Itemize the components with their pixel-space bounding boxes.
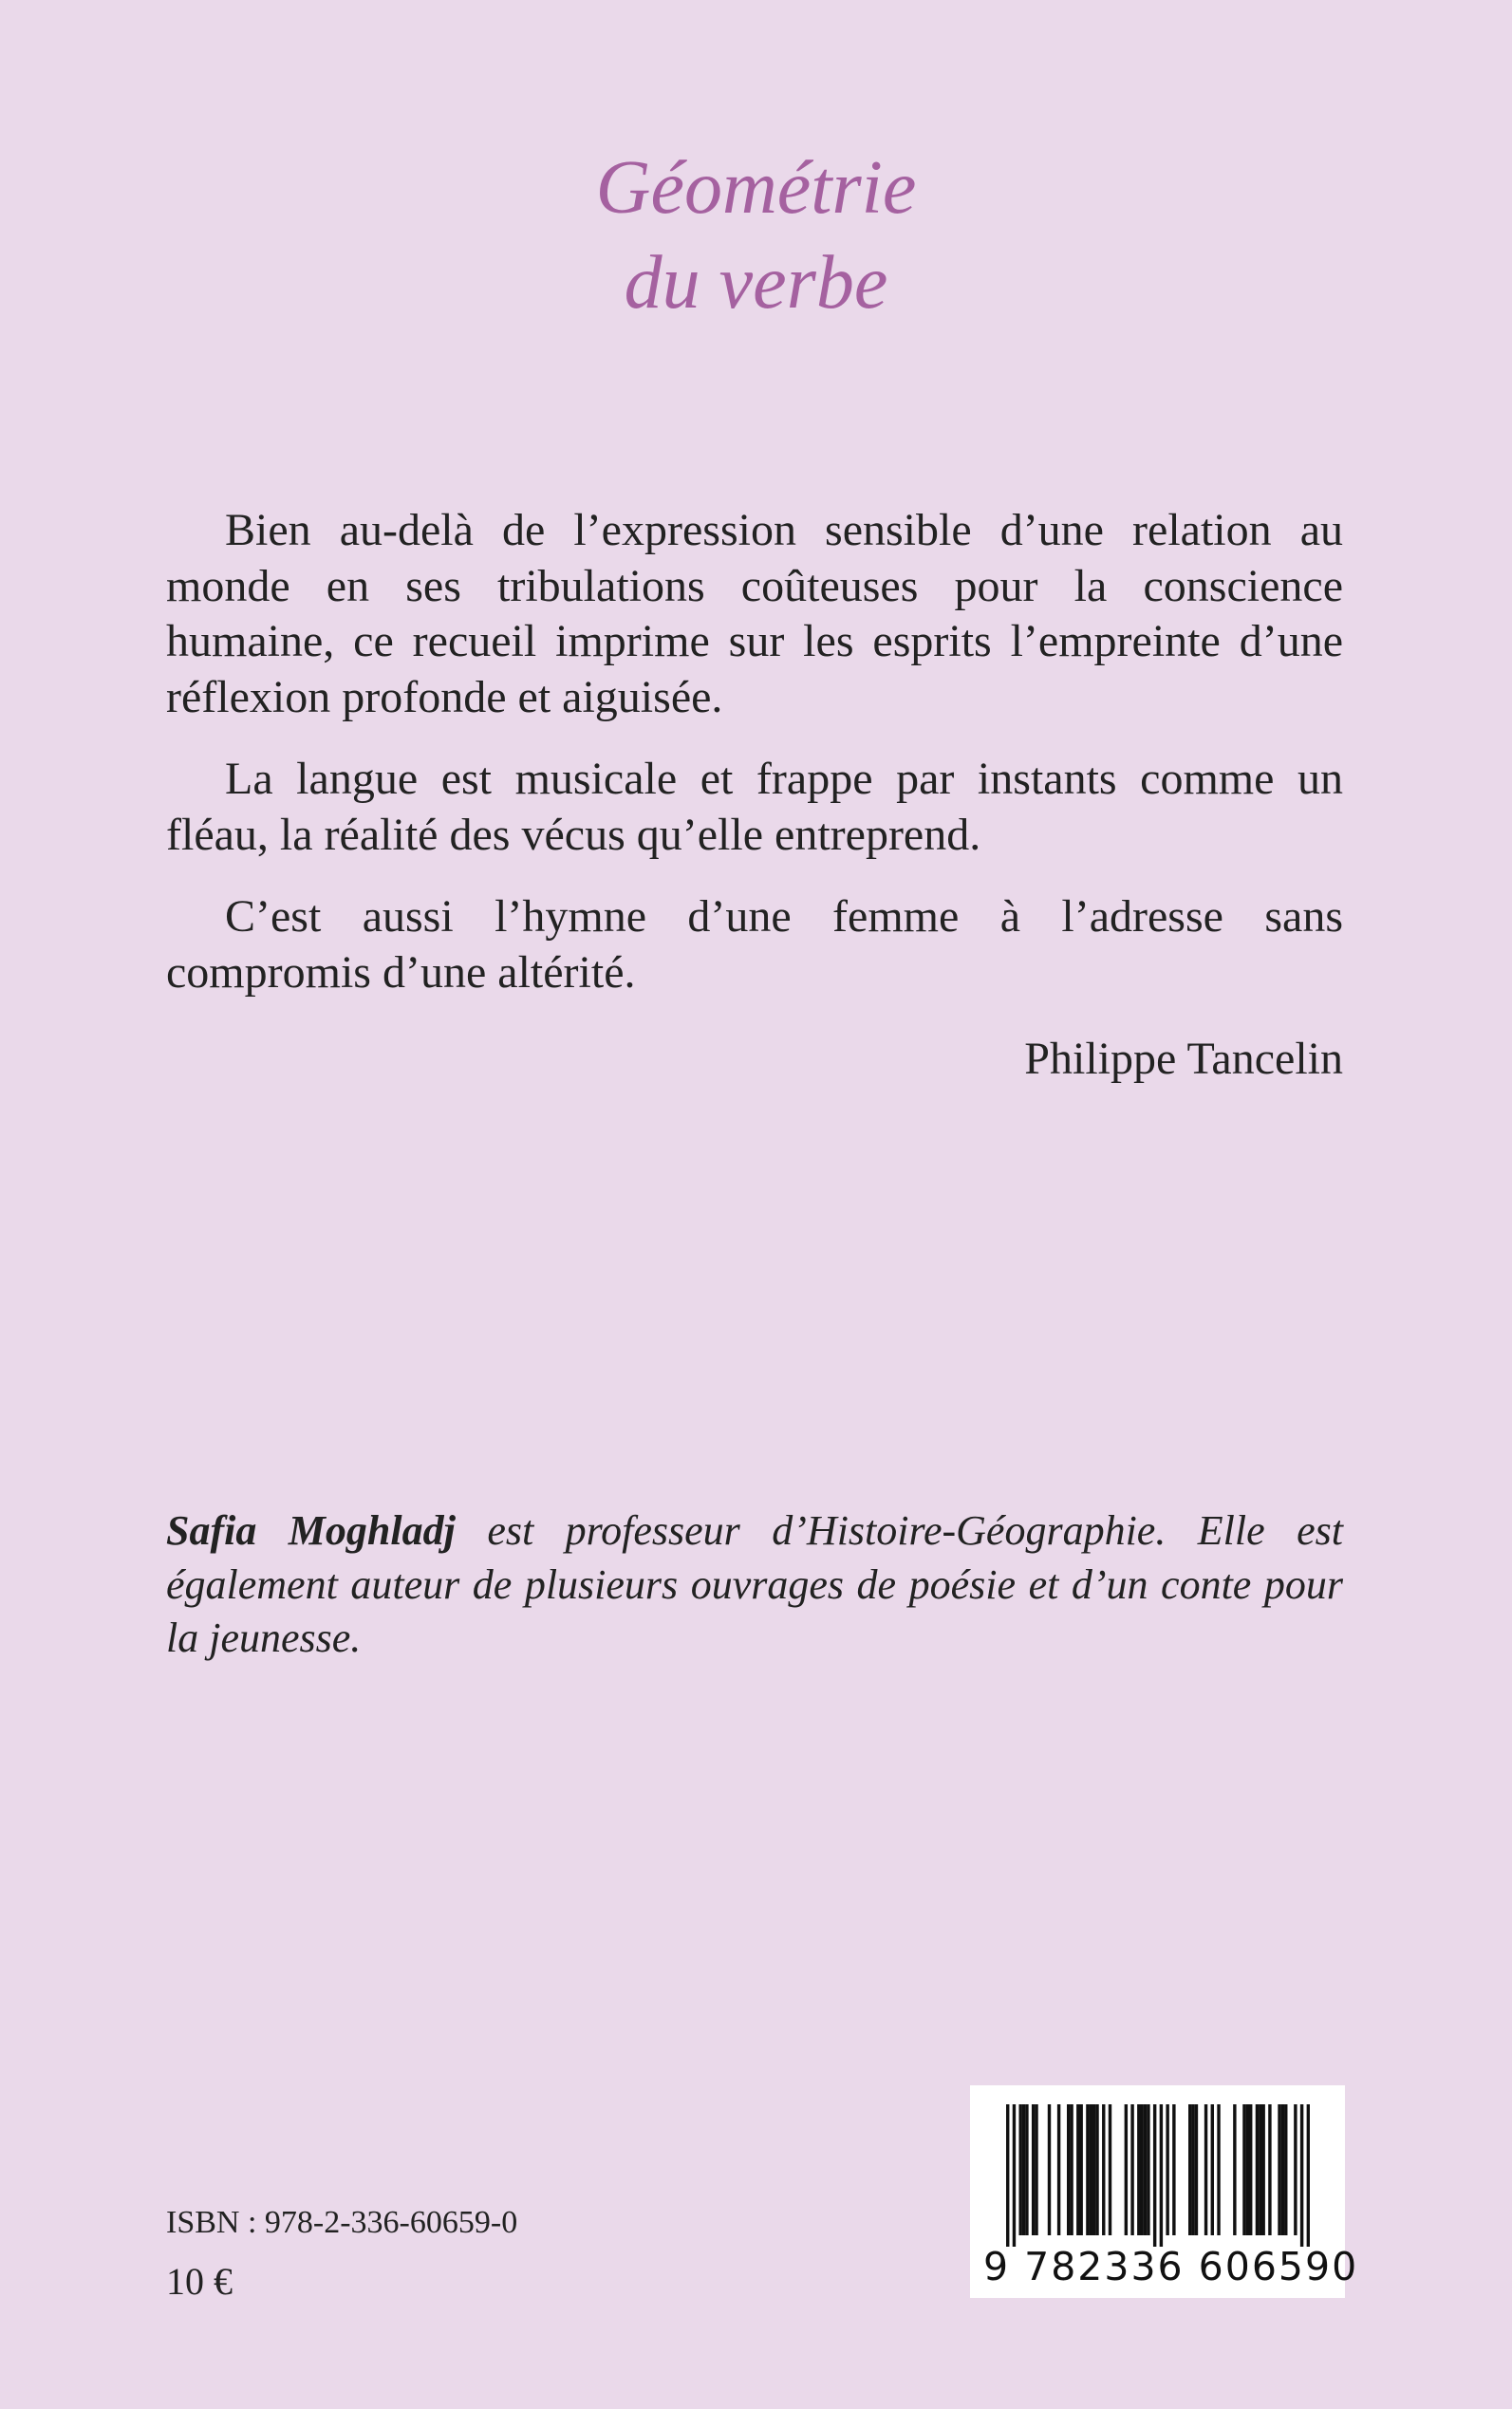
book-title: [0, 140, 1512, 330]
barcode-bar: [1249, 2104, 1252, 2235]
barcode-bar: [1095, 2104, 1098, 2235]
barcode-bar: [1144, 2104, 1147, 2235]
barcode-bar: [1032, 2104, 1035, 2235]
barcode-bar: [1195, 2104, 1198, 2235]
barcode-bar: [1300, 2104, 1303, 2247]
blurb-signature: Philippe Tancelin: [1024, 1034, 1343, 1084]
barcode-bar: [1067, 2104, 1070, 2235]
barcode-bar: [1137, 2104, 1140, 2235]
barcode-bar: [1261, 2104, 1264, 2235]
barcode-bar: [1307, 2104, 1310, 2247]
barcode-bar: [1035, 2104, 1037, 2235]
barcode-bar: [1160, 2104, 1163, 2247]
barcode-bar: [1256, 2104, 1259, 2235]
barcode-bar: [1246, 2104, 1249, 2235]
barcode-bar: [1268, 2104, 1271, 2235]
author-bio-text: est professeur d’Histoire-Géographie. Elle est également auteur de plusieurs ouvrages de poésie et d’un conte pour la jeunesse.: [166, 1507, 1343, 1661]
book-title-line-2: du verbe: [624, 241, 888, 325]
barcode-bar: [1006, 2104, 1009, 2247]
barcode-bar: [1070, 2104, 1073, 2235]
barcode-bar: [1284, 2104, 1287, 2235]
barcode-bar: [1172, 2104, 1175, 2235]
barcode-bar: [1153, 2104, 1156, 2247]
barcode-bar: [1109, 2104, 1111, 2235]
barcode-bar: [1022, 2104, 1025, 2235]
back-cover-blurb: [166, 503, 1343, 1027]
barcode-bar: [1259, 2104, 1261, 2235]
barcode-bar: [1147, 2104, 1149, 2235]
barcode-bar: [1233, 2104, 1236, 2235]
barcode-bar: [1188, 2104, 1191, 2235]
barcode-bar: [1281, 2104, 1284, 2235]
barcode-bar: [1076, 2104, 1079, 2235]
book-title-line-1: Géométrie: [595, 146, 917, 230]
barcode-bar: [1092, 2104, 1095, 2235]
barcode-bar: [1294, 2104, 1297, 2235]
barcode-bar: [1166, 2104, 1168, 2235]
barcode-bar: [1048, 2104, 1051, 2235]
barcode-bar: [1018, 2104, 1021, 2235]
author-name: Safia Moghladj: [166, 1507, 456, 1554]
barcode-bar: [1057, 2104, 1060, 2235]
barcode-bar: [1102, 2104, 1105, 2235]
barcode-bar: [1217, 2104, 1220, 2235]
barcode-bar: [1191, 2104, 1194, 2235]
blurb-paragraph-2: La langue est musicale et frappe par instants comme un fléau, la réalité des vécus qu’elle entreprend.: [166, 754, 1343, 860]
author-bio: [166, 1504, 1343, 1666]
barcode-bar: [1211, 2104, 1214, 2235]
barcode-bar: [1130, 2104, 1133, 2235]
barcode-bar: [1125, 2104, 1128, 2235]
barcode: [970, 2085, 1359, 2298]
barcode-bar: [1025, 2104, 1028, 2235]
barcode-bar: [1242, 2104, 1245, 2235]
blurb-paragraph-3: C’est aussi l’hymne d’une femme à l’adresse sans compromis d’une altérité.: [166, 891, 1343, 998]
barcode-bars: [1006, 2104, 1310, 2247]
barcode-bar: [1086, 2104, 1089, 2235]
barcode-bar: [1090, 2104, 1092, 2235]
barcode-bar: [1204, 2104, 1207, 2235]
barcode-bar: [1140, 2104, 1143, 2235]
isbn-number: ISBN : 978-2-336-60659-0: [166, 2205, 518, 2240]
barcode-bar: [1013, 2104, 1016, 2247]
barcode-digits: 9 782336 606590: [983, 2244, 1359, 2289]
barcode-bar: [1278, 2104, 1280, 2235]
price: 10 €: [166, 2260, 233, 2303]
blurb-paragraph-1: Bien au-delà de l’expression sensible d’une relation au monde en ses tribulations coûteuses pour la conscience humaine, ce recueil imprime sur les esprits l’empreinte d’une réflexion profonde et aiguisée.: [166, 505, 1343, 722]
barcode-bar: [1079, 2104, 1082, 2235]
